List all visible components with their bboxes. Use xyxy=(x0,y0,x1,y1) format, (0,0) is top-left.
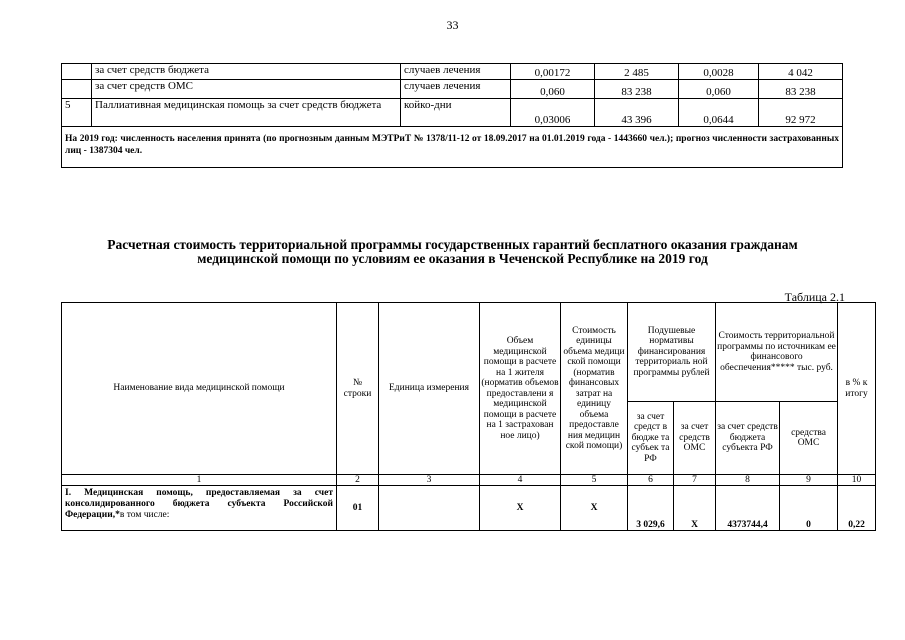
row-per-capita-budget: 3 029,6 xyxy=(628,486,674,531)
row-value: 2 485 xyxy=(595,64,679,80)
row-name: за счет средств бюджета xyxy=(92,64,401,80)
row-per-capita-oms: Х xyxy=(674,486,716,531)
header-row-number: № строки xyxy=(337,303,379,475)
table-row xyxy=(62,486,876,531)
row-name: за счет средств ОМС xyxy=(92,80,401,99)
upper-table xyxy=(61,63,843,168)
header-name: Наименование вида медицинской помощи xyxy=(62,303,337,475)
row-value: 0,03006 xyxy=(511,99,595,127)
row-unit xyxy=(379,486,480,531)
column-index: 4 xyxy=(480,475,561,486)
row-value: 43 396 xyxy=(595,99,679,127)
row-value: 0,0644 xyxy=(679,99,759,127)
row-volume: Х xyxy=(480,486,561,531)
header-per-capita-oms: за счет средств ОМС xyxy=(674,402,716,475)
row-value: 4 042 xyxy=(759,64,843,80)
row-percent: 0,22 xyxy=(838,486,876,531)
row-name: Паллиативная медицинская помощь за счет средств бюджета xyxy=(92,99,401,127)
column-index: 1 xyxy=(62,475,337,486)
row-number xyxy=(62,64,92,80)
table-row xyxy=(62,80,843,99)
heading-line: Расчетная стоимость территориальной программы государственных гарантий бесплатного оказания гражданам xyxy=(107,237,798,252)
header-percent: в % к итогу xyxy=(838,303,876,475)
row-name-main: I. Медицинская помощь, предоставляемая за счет консолидированного бюджета субъекта Российской Федерации,* xyxy=(65,488,333,520)
column-index: 7 xyxy=(674,475,716,486)
row-number: 5 xyxy=(62,99,92,127)
row-unit: случаев лечения xyxy=(401,80,511,99)
column-index: 3 xyxy=(379,475,480,486)
row-value: 0,00172 xyxy=(511,64,595,80)
header-cost-unit: Стоимость единицы объема медици ской помощи (норматив финансовых затрат на единицу объема предоставле ния медицин ской помощи) xyxy=(561,303,628,475)
table-note-row xyxy=(62,127,843,168)
header-per-capita: Подушевые нормативы финансирования территориаль ной программы рублей xyxy=(628,303,716,402)
header-volume: Объем медицинской помощи в расчете на 1 жителя (норматив объемов предоставлени я медицинской помощи в расчете на 1 застрахован ное лицо) xyxy=(480,303,561,475)
row-value: 0,060 xyxy=(511,80,595,99)
header-program-cost: Стоимость территориальной программы по источникам ее финансового обеспечения***** тыс. руб. xyxy=(716,303,838,402)
row-cost-unit: Х xyxy=(561,486,628,531)
column-index: 6 xyxy=(628,475,674,486)
header-cost-budget: за счет средств бюджета субъекта РФ xyxy=(716,402,780,475)
row-unit: случаев лечения xyxy=(401,64,511,80)
cost-table xyxy=(61,302,876,531)
row-value: 0,060 xyxy=(679,80,759,99)
row-unit: койко-дни xyxy=(401,99,511,127)
column-index-row xyxy=(62,475,876,486)
header-unit: Единица измерения xyxy=(379,303,480,475)
column-index: 2 xyxy=(337,475,379,486)
page-number: 33 xyxy=(446,18,459,32)
row-value: 83 238 xyxy=(595,80,679,99)
column-index: 10 xyxy=(838,475,876,486)
row-value: 83 238 xyxy=(759,80,843,99)
column-index: 9 xyxy=(780,475,838,486)
row-cost-budget: 4373744,4 xyxy=(716,486,780,531)
header-row xyxy=(62,303,876,402)
header-cost-oms: средства ОМС xyxy=(780,402,838,475)
section-heading xyxy=(60,238,845,266)
heading-line: медицинской помощи по условиям ее оказания в Чеченской Республике на 2019 год xyxy=(197,251,708,266)
table-row xyxy=(62,99,843,127)
row-value: 0,0028 xyxy=(679,64,759,80)
column-index: 5 xyxy=(561,475,628,486)
column-index: 8 xyxy=(716,475,780,486)
row-name-tail: в том числе: xyxy=(119,510,170,520)
table-row xyxy=(62,64,843,80)
row-name xyxy=(62,486,337,531)
row-value: 92 972 xyxy=(759,99,843,127)
row-number: 01 xyxy=(337,486,379,531)
row-number xyxy=(62,80,92,99)
row-cost-oms: 0 xyxy=(780,486,838,531)
population-note: На 2019 год: численность населения принята (по прогнозным данным МЭТРиТ № 1378/11-12 от 18.09.2017 на 01.01.2019 года - 1443660 чел.); прогноз численности застрахованных лиц - 1387304 чел. xyxy=(62,127,843,168)
table-caption: Таблица 2.1 xyxy=(784,290,845,304)
header-per-capita-budget: за счет средст в бюдже та субъек та РФ xyxy=(628,402,674,475)
